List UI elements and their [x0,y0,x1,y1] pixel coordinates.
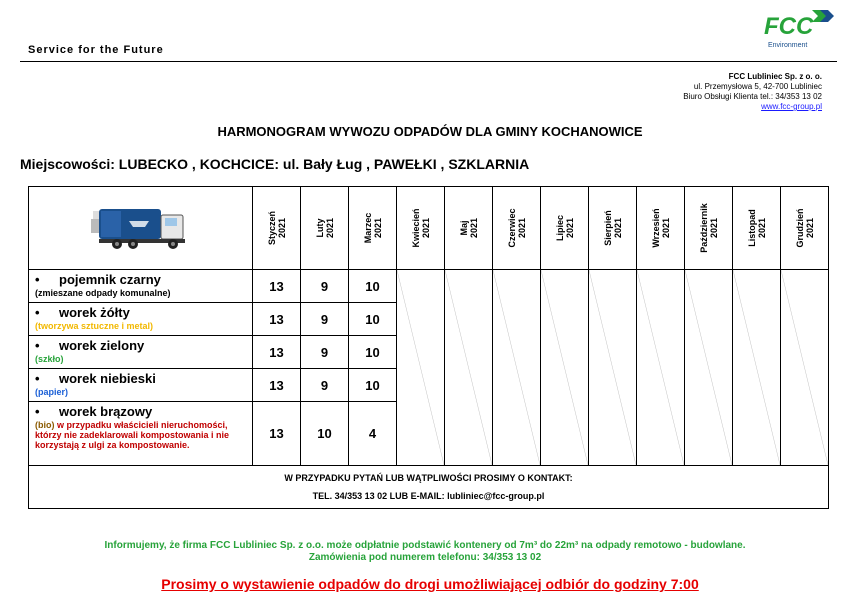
diagonal-strike-icon [685,270,732,465]
diagonal-strike-icon [397,270,444,465]
diagonal-strike-icon [541,270,588,465]
month-name: Listopad [746,209,757,247]
month-year: 2021 [420,217,431,239]
waste-category-name [35,404,248,419]
garbage-truck-icon [29,187,251,264]
no-collection-cell [397,270,445,466]
collection-day-cell: 13 [253,369,301,402]
contact-details: TEL. 34/353 13 02 LUB E-MAIL: lubliniec@fcc-group.pl [312,491,545,501]
month-header-8 [637,187,685,270]
waste-category-description [35,354,248,364]
month-header-3 [397,187,445,270]
waste-category-label: worek zielony [59,338,145,353]
month-header-10 [733,187,781,270]
table-row [29,270,829,303]
diagonal-strike-icon [637,270,684,465]
no-collection-cell [733,270,781,466]
description-text: (tworzywa sztuczne i metal) [35,321,154,331]
no-collection-cell [541,270,589,466]
svg-text:FCC: FCC [764,13,814,40]
month-year: 2021 [708,217,719,239]
no-collection-cell [445,270,493,466]
description-extra-text: w przypadku właścicieli nieruchomości, którzy nie zadeklarowali kompostowania i nie korzystają z ulgi za kompostowanie. [35,420,230,450]
waste-category-label: worek brązowy [59,404,153,419]
description-text: (zmieszane odpady komunalne) [35,288,171,298]
diagonal-strike-icon [445,270,492,465]
month-name: Czerwiec [506,208,517,248]
no-collection-cell [589,270,637,466]
month-header-0 [253,187,301,270]
collection-day-cell: 10 [301,402,349,466]
collection-day-cell: 13 [253,270,301,303]
container-info-line1: Informujemy, że firma FCC Lubliniec Sp. z o.o. może odpłatnie podstawić kontenery od 7m³ do 22m³ na odpady remotowo - budowlane. [104,540,746,551]
month-name: Luty [314,218,325,238]
month-year: 2021 [276,217,287,239]
waste-category-label: worek niebieski [59,371,156,386]
waste-category-name [35,305,248,320]
month-header-1 [301,187,349,270]
schedule-table [28,186,829,509]
month-label [795,208,815,247]
month-year: 2021 [324,217,335,239]
month-label [315,218,335,238]
description-text: (bio) [35,420,55,430]
collection-day-cell: 10 [349,336,397,369]
month-name: Styczeń [266,210,277,246]
month-year: 2021 [564,217,575,239]
collection-day-cell: 13 [253,402,301,466]
month-name: Październik [698,203,709,253]
month-name: Lipiec [554,214,565,242]
bullet: • [35,272,40,287]
month-year: 2021 [804,217,815,239]
month-header-11 [781,187,829,270]
month-header-5 [493,187,541,270]
no-collection-cell [781,270,829,466]
month-name: Marzec [362,212,373,244]
month-label [603,210,623,246]
no-collection-cell [493,270,541,466]
month-header-2 [349,187,397,270]
month-label [267,211,287,245]
month-year: 2021 [756,217,767,239]
month-label [363,213,383,244]
month-header-6 [541,187,589,270]
diagonal-strike-icon [781,270,828,465]
month-name: Grudzień [794,208,805,248]
container-info [0,540,850,564]
company-address: ul. Przemysłowa 5, 42-700 Lubliniec [693,82,822,91]
bullet: • [35,371,40,386]
description-text: (papier) [35,387,69,397]
waste-category-name [35,338,248,353]
diagonal-strike-icon [589,270,636,465]
bullet: • [35,404,40,419]
contact-row [29,466,829,509]
waste-category-name [35,371,248,386]
collection-day-cell: 9 [301,336,349,369]
diagonal-strike-icon [493,270,540,465]
diagonal-strike-icon [733,270,780,465]
description-text: (szkło) [35,354,64,364]
month-label [699,203,719,253]
month-header-9 [685,187,733,270]
collection-day-cell: 13 [253,336,301,369]
month-year: 2021 [660,217,671,239]
no-collection-cell [685,270,733,466]
collection-day-cell: 9 [301,270,349,303]
header-divider [20,61,837,62]
waste-category-label: pojemnik czarny [59,272,161,287]
waste-category-cell [29,402,253,466]
waste-category-description [35,321,248,331]
company-phone: Biuro Obsługi Klienta tel.: 34/353 13 02 [683,92,822,101]
month-year: 2021 [612,217,623,239]
waste-category-description [35,420,248,450]
month-label [555,215,575,241]
month-name: Sierpień [602,210,613,246]
collection-day-cell: 10 [349,369,397,402]
waste-category-cell [29,303,253,336]
no-collection-cell [637,270,685,466]
svg-text:Environment: Environment [768,42,808,49]
collection-day-cell: 9 [301,369,349,402]
contact-heading: W PRZYPADKU PYTAŃ LUB WĄTPLIWOŚCI PROSIMY O KONTAKT: [284,473,573,483]
locality-line: Miejscowości: LUBECKO , KOCHCICE: ul. Bały Ług , PAWEŁKI , SZKLARNIA [20,156,530,172]
document-title: HARMONOGRAM WYWOZU ODPADÓW DLA GMINY KOCHANOWICE [217,124,643,139]
month-label [651,208,671,247]
month-label [459,218,479,238]
tagline: Service for the Future [28,44,164,56]
waste-category-description [35,387,248,397]
month-header-4 [445,187,493,270]
collection-day-cell: 10 [349,270,397,303]
container-info-line2: Zamówienia pod numerem telefonu: 34/353 13 02 [308,552,542,563]
month-name: Maj [458,220,469,236]
month-year: 2021 [468,217,479,239]
month-name: Wrzesień [650,208,661,248]
waste-category-description [35,288,248,298]
company-name: FCC Lubliniec Sp. z o. o. [728,72,822,81]
bullet: • [35,305,40,320]
collection-day-cell: 9 [301,303,349,336]
month-year: 2021 [516,217,527,239]
month-year: 2021 [372,217,383,239]
waste-category-cell [29,369,253,402]
month-name: Kwiecień [410,208,421,248]
month-header-7 [589,187,637,270]
collection-day-cell: 13 [253,303,301,336]
waste-category-cell [29,336,253,369]
fcc-logo [760,4,835,54]
bullet: • [35,338,40,353]
company-website-link[interactable]: www.fcc-group.pl [761,102,822,111]
waste-category-name [35,272,248,287]
collection-day-cell: 10 [349,303,397,336]
waste-category-cell [29,270,253,303]
waste-category-label: worek żółty [59,305,130,320]
month-label [507,208,527,247]
truck-header-cell [29,187,253,270]
collection-time-note: Prosimy o wystawienie odpadów do drogi umożliwiającej odbiór do godziny 7:00 [161,576,699,592]
company-info [683,72,822,112]
contact-cell [29,466,829,509]
collection-day-cell: 4 [349,402,397,466]
month-label [747,209,767,247]
month-label [411,208,431,247]
